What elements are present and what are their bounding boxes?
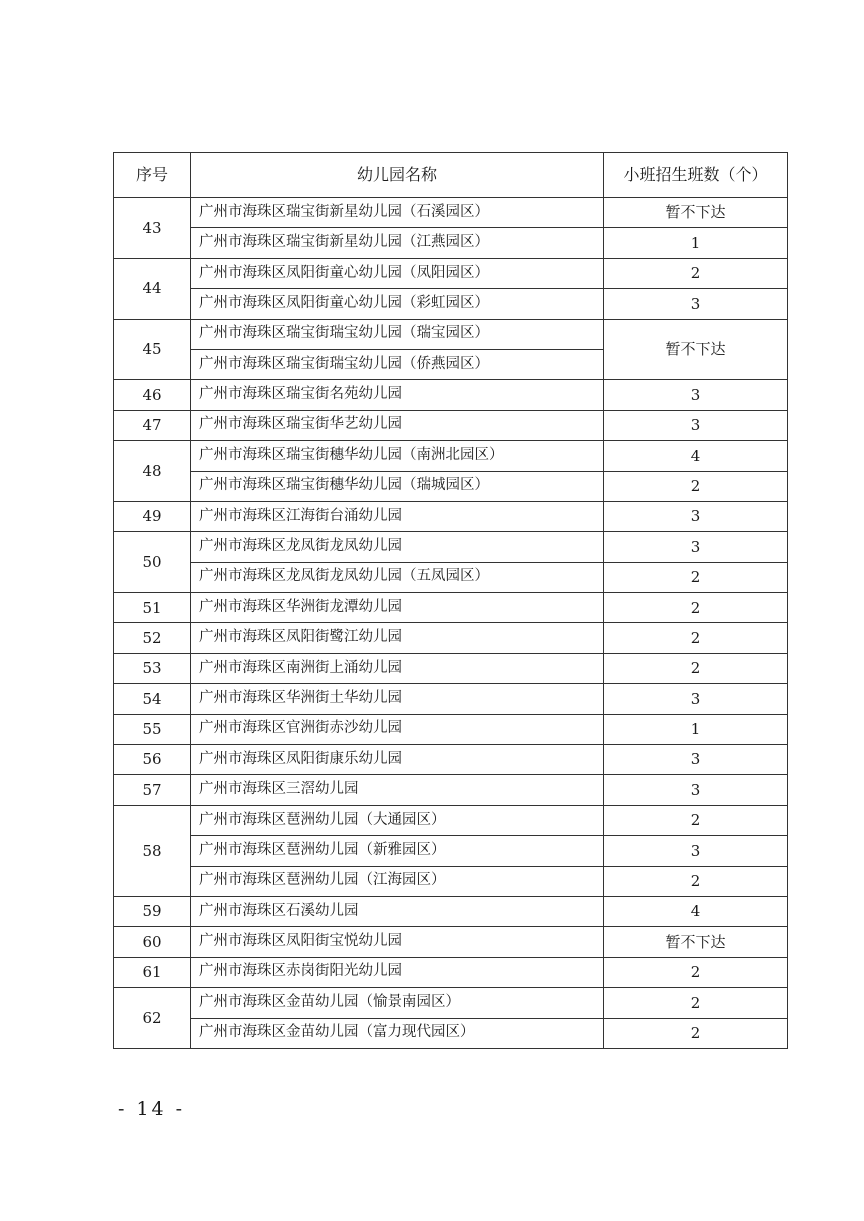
kindergarten-name-cell: 广州市海珠区瑞宝街新星幼儿园（石溪园区） [191,198,604,228]
class-count-cell: 3 [604,410,788,440]
serial-number-cell: 47 [114,410,191,440]
serial-number-cell: 48 [114,441,191,502]
kindergarten-name-cell: 广州市海珠区华洲街土华幼儿园 [191,684,604,714]
kindergarten-name-cell: 广州市海珠区瑞宝街穗华幼儿园（南洲北园区） [191,441,604,471]
class-count-cell: 2 [604,957,788,987]
class-count-cell: 3 [604,289,788,319]
serial-number-cell: 45 [114,319,191,380]
table-row [114,714,788,744]
table-row [114,258,788,288]
table-row [114,289,788,319]
kindergarten-name-cell: 广州市海珠区琶洲幼儿园（新雅园区） [191,836,604,866]
table-row [114,684,788,714]
table-row [114,198,788,228]
class-count-cell: 2 [604,805,788,835]
kindergarten-table [113,152,788,1049]
class-count-cell: 暂不下达 [604,198,788,228]
class-count-cell: 2 [604,258,788,288]
kindergarten-name-cell: 广州市海珠区瑞宝街名苑幼儿园 [191,380,604,410]
table-row [114,441,788,471]
serial-number-cell: 57 [114,775,191,805]
table-row [114,896,788,926]
class-count-cell: 暂不下达 [604,927,788,957]
class-count-cell: 1 [604,228,788,258]
kindergarten-name-cell: 广州市海珠区瑞宝街新星幼儿园（江燕园区） [191,228,604,258]
table-row [114,380,788,410]
kindergarten-name-cell: 广州市海珠区赤岗街阳光幼儿园 [191,957,604,987]
serial-number-cell: 44 [114,258,191,319]
class-count-cell: 3 [604,684,788,714]
kindergarten-name-cell: 广州市海珠区龙凤街龙凤幼儿园 [191,532,604,562]
serial-number-cell: 43 [114,198,191,259]
serial-number-cell: 49 [114,501,191,531]
class-count-cell: 3 [604,836,788,866]
kindergarten-name-cell: 广州市海珠区琶洲幼儿园（大通园区） [191,805,604,835]
table-row [114,593,788,623]
header-class-count: 小班招生班数（个） [604,153,788,198]
class-count-cell: 4 [604,896,788,926]
class-count-cell: 3 [604,380,788,410]
kindergarten-name-cell: 广州市海珠区琶洲幼儿园（江海园区） [191,866,604,896]
kindergarten-name-cell: 广州市海珠区龙凤街龙凤幼儿园（五凤园区） [191,562,604,592]
table-row [114,410,788,440]
kindergarten-name-cell: 广州市海珠区官洲街赤沙幼儿园 [191,714,604,744]
class-count-cell: 2 [604,471,788,501]
table-row [114,228,788,258]
table-row [114,927,788,957]
kindergarten-name-cell: 广州市海珠区瑞宝街穗华幼儿园（瑞城园区） [191,471,604,501]
kindergarten-name-cell: 广州市海珠区凤阳街童心幼儿园（彩虹园区） [191,289,604,319]
table-row [114,501,788,531]
serial-number-cell: 56 [114,745,191,775]
class-count-cell: 1 [604,714,788,744]
serial-number-cell: 58 [114,805,191,896]
kindergarten-name-cell: 广州市海珠区凤阳街康乐幼儿园 [191,745,604,775]
kindergarten-name-cell: 广州市海珠区凤阳街鹭江幼儿园 [191,623,604,653]
kindergarten-name-cell: 广州市海珠区凤阳街宝悦幼儿园 [191,927,604,957]
table-row [114,653,788,683]
class-count-cell: 3 [604,532,788,562]
table-row [114,1018,788,1048]
table-row [114,988,788,1018]
kindergarten-name-cell: 广州市海珠区凤阳街童心幼儿园（凤阳园区） [191,258,604,288]
table-row [114,805,788,835]
table-row [114,532,788,562]
class-count-cell: 3 [604,501,788,531]
class-count-cell: 3 [604,775,788,805]
kindergarten-name-cell: 广州市海珠区金苗幼儿园（愉景南园区） [191,988,604,1018]
table-row [114,836,788,866]
class-count-cell: 3 [604,745,788,775]
class-count-cell: 2 [604,1018,788,1048]
kindergarten-name-cell: 广州市海珠区江海街台涌幼儿园 [191,501,604,531]
page-number: - 14 - [118,1098,186,1120]
serial-number-cell: 54 [114,684,191,714]
class-count-cell: 2 [604,866,788,896]
header-serial-number: 序号 [114,153,191,198]
table-header-row [114,153,788,198]
header-kindergarten-name: 幼儿园名称 [191,153,604,198]
class-count-cell: 暂不下达 [604,319,788,380]
class-count-cell: 2 [604,623,788,653]
table-row [114,471,788,501]
table-row [114,745,788,775]
table-row [114,319,788,349]
kindergarten-name-cell: 广州市海珠区石溪幼儿园 [191,896,604,926]
class-count-cell: 2 [604,593,788,623]
serial-number-cell: 62 [114,988,191,1049]
serial-number-cell: 51 [114,593,191,623]
table-body [114,198,788,1049]
kindergarten-name-cell: 广州市海珠区金苗幼儿园（富力现代园区） [191,1018,604,1048]
kindergarten-name-cell: 广州市海珠区南洲街上涌幼儿园 [191,653,604,683]
class-count-cell: 2 [604,653,788,683]
serial-number-cell: 61 [114,957,191,987]
table-row [114,623,788,653]
serial-number-cell: 59 [114,896,191,926]
serial-number-cell: 46 [114,380,191,410]
serial-number-cell: 55 [114,714,191,744]
kindergarten-name-cell: 广州市海珠区三滘幼儿园 [191,775,604,805]
class-count-cell: 4 [604,441,788,471]
table-row [114,562,788,592]
class-count-cell: 2 [604,562,788,592]
kindergarten-name-cell: 广州市海珠区瑞宝街华艺幼儿园 [191,410,604,440]
table-row [114,866,788,896]
table-row [114,775,788,805]
kindergarten-name-cell: 广州市海珠区瑞宝街瑞宝幼儿园（侨燕园区） [191,349,604,379]
kindergarten-name-cell: 广州市海珠区瑞宝街瑞宝幼儿园（瑞宝园区） [191,319,604,349]
serial-number-cell: 50 [114,532,191,593]
serial-number-cell: 52 [114,623,191,653]
serial-number-cell: 60 [114,927,191,957]
class-count-cell: 2 [604,988,788,1018]
table-row [114,957,788,987]
serial-number-cell: 53 [114,653,191,683]
kindergarten-name-cell: 广州市海珠区华洲街龙潭幼儿园 [191,593,604,623]
